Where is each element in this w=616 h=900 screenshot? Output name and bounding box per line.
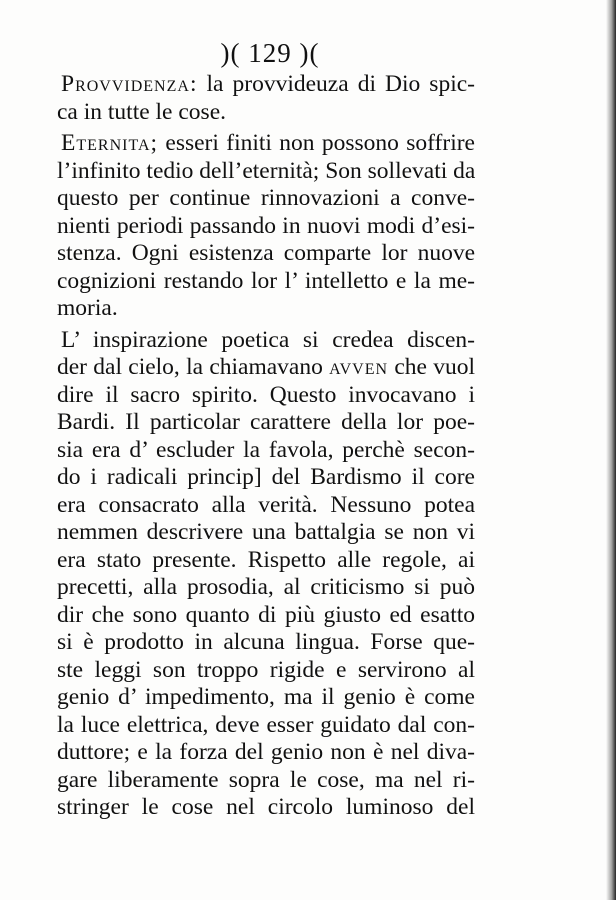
text-run: esseri finiti non possono soffrire bbox=[158, 130, 475, 156]
paragraph-provvidenza bbox=[57, 71, 475, 126]
page-edge-shadow bbox=[606, 0, 616, 900]
page-number: )( 129 )( bbox=[220, 38, 320, 68]
text-line: L’ inspirazione poetica si credea discen- bbox=[61, 326, 475, 353]
text-run: che vuol bbox=[388, 354, 476, 380]
text-line: cognizioni restando lor l’ intelletto e la me- bbox=[57, 267, 475, 294]
text-line: gare liberamente sopra le cose, ma nel ri- bbox=[57, 766, 475, 793]
text-line: era stato presente. Rispetto alle regole, ai bbox=[57, 546, 475, 573]
text-line: ca in tutte le cose. bbox=[57, 98, 226, 125]
text-line: nemmen descrivere una battalgia se non vi bbox=[57, 519, 475, 545]
text-line: nienti periodi passando in nuovi modi d’esi- bbox=[57, 212, 475, 239]
text-line bbox=[57, 130, 475, 158]
text-line: Bardi. Il particolar carattere della lor poe- bbox=[57, 409, 475, 435]
text-line: dir che sono quanto di più giusto ed esatto bbox=[57, 601, 475, 628]
text-line: genio d’ impedimento, ma il genio è come bbox=[57, 684, 475, 710]
body-text bbox=[57, 71, 475, 822]
text-line: si è prodotto in alcuna lingua. Forse que- bbox=[57, 629, 475, 655]
text-line: ste leggi son troppo rigide e servirono al bbox=[57, 656, 475, 683]
text-run: la provvideuza di Dio spic- bbox=[197, 71, 475, 97]
text-line: moria. bbox=[57, 295, 118, 321]
text-line: la luce elettrica, deve esser guidato dal con- bbox=[57, 711, 475, 738]
text-line: stenza. Ogni esistenza comparte lor nuove bbox=[57, 240, 475, 266]
text-line bbox=[57, 354, 475, 382]
text-line: era consacrato alla verità. Nessuno potea bbox=[57, 491, 475, 518]
text-line: duttore; e la forza del genio non è nel diva- bbox=[57, 739, 475, 765]
entry-term: Provvidenza: bbox=[61, 71, 198, 97]
term-avven: avven bbox=[329, 354, 389, 380]
paragraph-inspirazione bbox=[57, 327, 475, 822]
text-line: dire il sacro spirito. Questo invocavano i bbox=[57, 381, 475, 408]
text-line: precetti, alla prosodia, al criticismo si può bbox=[57, 574, 475, 600]
text-line: l’infinito tedio dell’eternità; Son sollevati da bbox=[57, 157, 476, 184]
text-line: stringer le cose nel circolo luminoso del bbox=[57, 794, 475, 820]
text-line bbox=[57, 71, 475, 99]
entry-term: Eternita; bbox=[61, 130, 159, 156]
text-line: sia era d’ escluder la favola, perchè secon- bbox=[57, 436, 475, 463]
text-line: do i radicali princip] del Bardismo il core bbox=[57, 464, 475, 490]
text-line: questo per continue rinnovazioni a conve- bbox=[57, 185, 475, 211]
text-run: der dal cielo, la chiamavano bbox=[57, 354, 330, 380]
paragraph-eternita bbox=[57, 130, 475, 323]
